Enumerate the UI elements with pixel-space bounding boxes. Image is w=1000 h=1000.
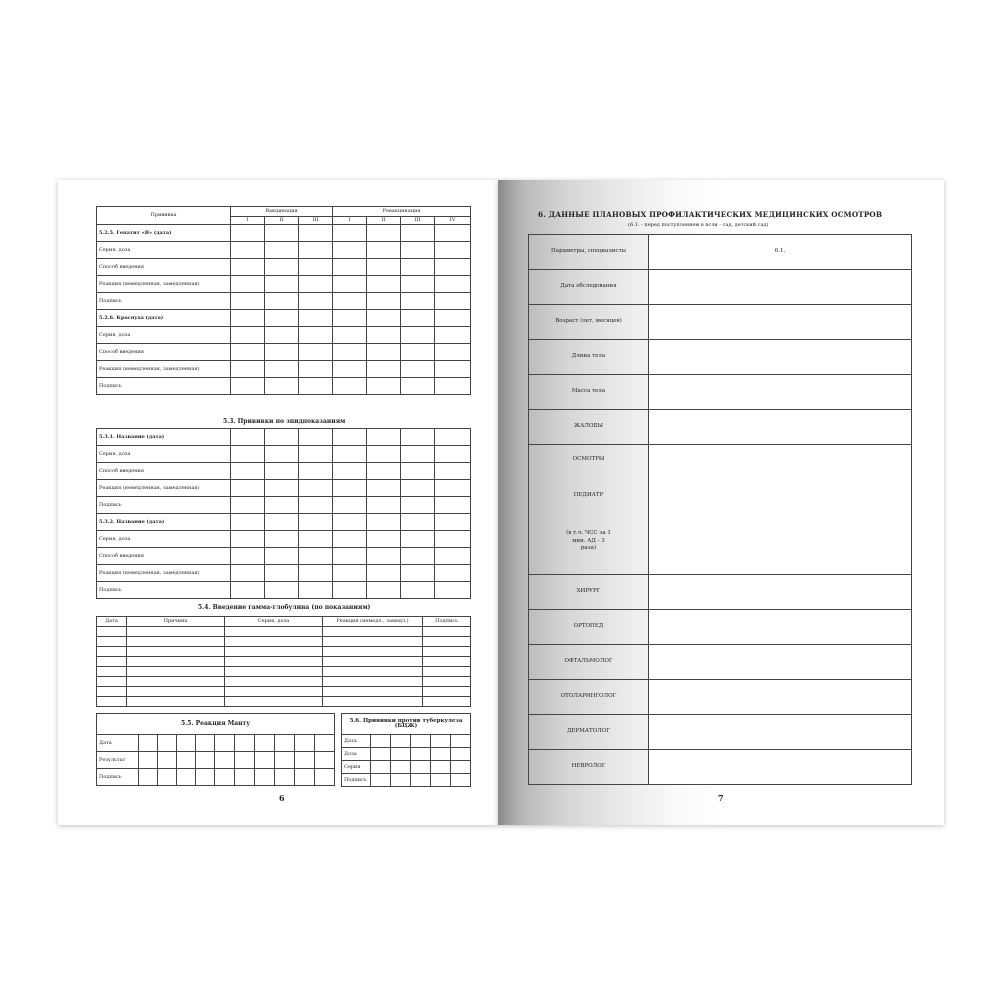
epi-vaccination-table [96,428,471,599]
row-ent: ОТОЛАРИНГОЛОГ [529,680,649,715]
dermatologist-value[interactable] [649,715,912,750]
row-label-signature: Подпись [97,293,231,310]
section-5-6-title: 5.6. Прививки против туберкулеза (БЦЖ) [342,714,471,735]
section-5-4-title: 5.4. Введение гамма-глобулина (по показаниям) [198,604,371,611]
body-mass-value[interactable] [649,375,912,410]
gamma-col-reason: Причина [127,617,225,627]
row-exams-pediatrician [529,445,649,575]
epi-2-title: 5.3.2. Название (дата) [97,514,231,531]
right-page [498,180,944,825]
vaccination-table [96,206,471,395]
body-length-value[interactable] [649,340,912,375]
row-label-series: Серия, доза [97,531,231,548]
gamma-col-signature: Подпись [423,617,471,627]
mantoux-table [96,713,335,786]
neurologist-value[interactable] [649,750,912,785]
gamma-globulin-table [96,616,471,707]
row-neurologist: НЕВРОЛОГ [529,750,649,785]
row-label-reaction: Реакция (немедленная, замедленная) [97,361,231,378]
gamma-col-series: Серия, доза [225,617,323,627]
epi-1-title: 5.3.1. Название (дата) [97,429,231,446]
row-label-reaction: Реакция (немедленная, замедленная) [97,276,231,293]
vacc-col-3: III [299,217,333,225]
row-label-method: Способ введения [97,548,231,565]
mantoux-row-result: Результат [97,752,139,769]
mantoux-row-date: Дата [97,735,139,752]
row-complaints: ЖАЛОБЫ [529,410,649,445]
bcg-row-date: Дата [342,735,371,748]
complaints-value[interactable] [649,410,912,445]
bcg-row-series: Серия [342,761,371,774]
revacc-col-3: III [401,217,435,225]
row-label-signature: Подпись [97,378,231,395]
row-exam-date: Дата обследования [529,270,649,305]
pediatrician-label: ПЕДИАТР [573,491,604,498]
orthopedist-value[interactable] [649,610,912,645]
row-label-reaction: Реакция (немедленная, замедленная) [97,480,231,497]
pediatrician-value[interactable] [649,445,912,575]
row-body-length: Длина тела [529,340,649,375]
surgeon-value[interactable] [649,575,912,610]
col-revaccination-header: Ревакцинация [333,207,471,217]
ent-value[interactable] [649,680,912,715]
row-label-series: Серия, доза [97,327,231,344]
row-label-signature: Подпись [97,582,231,599]
revacc-col-1: I [333,217,367,225]
page-subtitle: (6.1. - перед поступлением в ясли - сад, детский сад) [628,222,769,228]
vacc-col-1: I [231,217,265,225]
row-label-method: Способ введения [97,463,231,480]
row-orthopedist: ОРТОПЕД [529,610,649,645]
row-dermatologist: ДЕРМАТОЛОГ [529,715,649,750]
exam-table [528,234,912,785]
row-label-series: Серия, доза [97,242,231,259]
rubella-title: 5.2.6. Краснуха (дата) [97,310,231,327]
pediatrician-note: (в т.ч. ЧСС за 1 мин. АД - 3 раза) [566,530,611,552]
col-6-1-header: 6.1. [649,235,912,270]
row-surgeon: ХИРУРГ [529,575,649,610]
vacc-col-2: II [265,217,299,225]
col-vaccine-header: Прививка [97,207,231,225]
row-label-series: Серия, доза [97,446,231,463]
row-ophthalmologist: ОФТАЛЬМОЛОГ [529,645,649,680]
exam-date-value[interactable] [649,270,912,305]
params-header: Параметры, специалисты [529,235,649,270]
section-5-5-title: 5.5. Реакция Манту [97,714,335,735]
row-body-mass: Масса тела [529,375,649,410]
gamma-col-date: Дата [97,617,127,627]
bcg-table [341,713,471,787]
page-number-right: 7 [718,793,724,803]
bcg-row-dose: Доза [342,748,371,761]
section-5-3-title: 5.3. Прививки по эпидпоказаниям [223,418,346,425]
hepatitis-b-title: 5.2.5. Гепатит «В» (дата) [97,225,231,242]
bcg-row-signature: Подпись [342,774,371,787]
row-label-signature: Подпись [97,497,231,514]
page-number-left: 6 [279,793,285,803]
ophthalmologist-value[interactable] [649,645,912,680]
row-age: Возраст (лет, месяцев) [529,305,649,340]
row-label-reaction: Реакция (немедленная, замедленная) [97,565,231,582]
page-title: 6. ДАННЫЕ ПЛАНОВЫХ ПРОФИЛАКТИЧЕСКИХ МЕДИЦИНСКИХ ОСМОТРОВ [538,210,883,219]
row-label-method: Способ введения [97,259,231,276]
row-label-method: Способ введения [97,344,231,361]
left-page [58,180,498,825]
age-value[interactable] [649,305,912,340]
gamma-col-reaction: Реакция (немедл., замедл.) [323,617,423,627]
col-vaccination-header: Вакцинация [231,207,333,217]
revacc-col-4: IV [435,217,471,225]
revacc-col-2: II [367,217,401,225]
mantoux-row-signature: Подпись [97,769,139,786]
exams-label: ОСМОТРЫ [572,456,605,462]
